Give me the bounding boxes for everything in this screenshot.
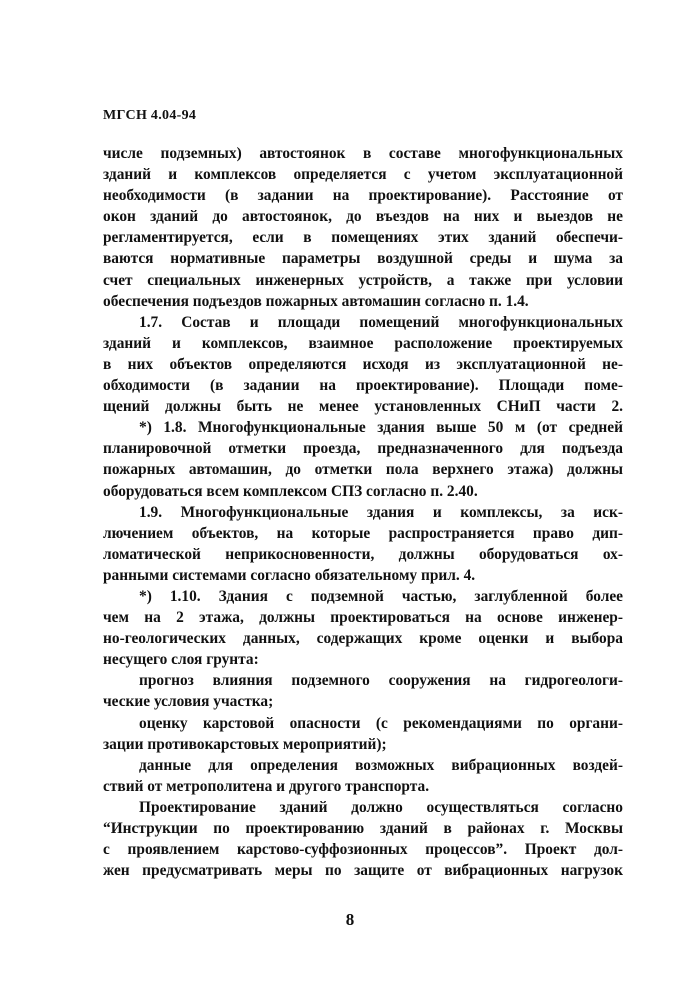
- section-1-10-heading: *) 1.10. Здания с подземной частью, заглубленной более: [139, 587, 623, 605]
- text-line: окон зданий до автостоянок, до въездов на них и выездов не: [103, 208, 623, 226]
- text-line: несущего слоя грунта:: [103, 651, 259, 669]
- text-line: ческие условия участка;: [103, 693, 274, 711]
- list-item: данные для определения возможных вибрационных воздей-: [139, 756, 623, 774]
- text-line: в них объектов определяются исходя из эксплуатационной не-: [103, 355, 623, 373]
- paragraph-start: Проектирование зданий должно осуществляться согласно: [139, 798, 623, 816]
- text-line: необходимости (в задании на проектирование). Расстояние от: [103, 187, 623, 205]
- text-line: щений должны быть не менее установленных СНиП части 2.: [103, 398, 623, 416]
- document-code: МГСН 4.04-94: [103, 108, 197, 123]
- text-line: числе подземных) автостоянок в составе многофункциональных: [103, 145, 623, 162]
- section-1-9-heading: 1.9. Многофункциональные здания и комплексы, за иск-: [139, 503, 623, 521]
- section-1-8-heading: *) 1.8. Многофункциональные здания выше 50 м (от средней: [139, 419, 623, 437]
- text-line: обеспечения подъездов пожарных автомашин согласно п. 1.4.: [103, 292, 529, 310]
- text-line: ломатической неприкосновенности, должны оборудоваться ох-: [103, 545, 623, 563]
- text-line: зданий и комплексов, взаимное расположение проектируемых: [103, 334, 623, 352]
- text-line: ранными системами согласно обязательному прил. 4.: [103, 566, 476, 584]
- text-line: зданий и комплексов определяется с учетом эксплуатационной: [103, 166, 623, 184]
- text-line: планировочной отметки проезда, предназначенного для подъезда: [103, 440, 623, 458]
- text-line: ваются нормативные параметры воздушной среды и шума за: [103, 250, 623, 268]
- section-1-7-heading: 1.7. Состав и площади помещений многофункциональных: [139, 313, 623, 331]
- list-item: оценку карстовой опасности (с рекомендациями по органи-: [139, 714, 623, 732]
- page-number: 8: [345, 910, 355, 929]
- text-line: счет специальных инженерных устройств, а также при условии: [103, 271, 623, 289]
- text-line: регламентируется, если в помещениях этих зданий обеспечи-: [103, 229, 623, 247]
- text-line: лючением объектов, на которые распространяется право дип-: [103, 524, 623, 542]
- list-item: прогноз влияния подземного сооружения на гидрогеологи-: [139, 672, 623, 690]
- text-line: “Инструкции по проектированию зданий в районах г. Москвы: [103, 820, 623, 837]
- text-line: зации противокарстовых мероприятий);: [103, 735, 387, 753]
- text-line: обходимости (в задании на проектирование). Площади поме-: [103, 377, 623, 395]
- body-text: [103, 143, 623, 881]
- text-line: с проявлением карстово-суффозионных процессов”. Проект дол-: [103, 841, 623, 859]
- text-line: жен предусматривать меры по защите от вибрационных нагрузок: [103, 862, 623, 880]
- text-line: чем на 2 этажа, должны проектироваться на основе инженер-: [103, 609, 623, 627]
- text-line: но-геологических данных, содержащих кроме оценки и выбора: [103, 630, 623, 648]
- text-line: ствий от метрополитена и другого транспорта.: [103, 777, 430, 795]
- text-line: пожарных автомашин, до отметки пола верхнего этажа) должны: [103, 461, 623, 479]
- text-line: оборудоваться всем комплексом СПЗ согласно п. 2.40.: [103, 482, 478, 500]
